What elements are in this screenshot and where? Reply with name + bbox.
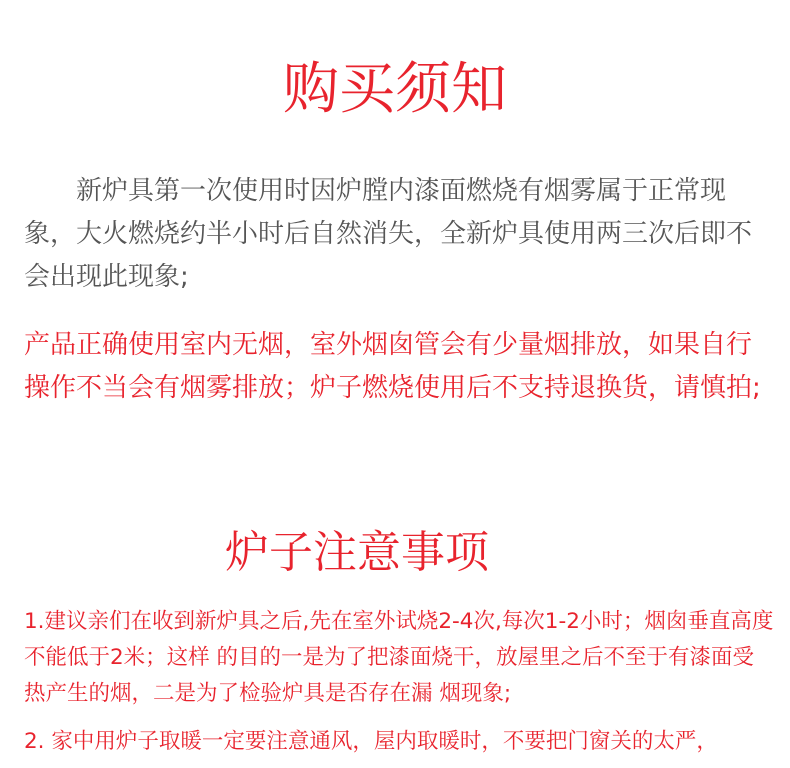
- stove-note-item: 2. 家中用炉子取暖一定要注意通风，屋内取暖时，不要把门窗关的太严，: [24, 729, 718, 754]
- return-policy-warning: 产品正确使用室内无烟，室外烟囱管会有少量烟排放，如果自行操作不当会有烟雾排放；炉子燃烧使用后不支持退换货，请慎拍;: [24, 330, 761, 403]
- first-use-smoke-paragraph: 新炉具第一次使用时因炉膛内漆面燃烧有烟雾属于正常现象，大火燃烧约半小时后自然消失，全新炉具使用两三次后即不会出现此现象;: [24, 176, 753, 292]
- section-title-stove-notes: 炉子注意事项: [225, 527, 489, 578]
- stove-note-item: 1.建议亲们在收到新炉具之后,先在室外试烧2-4次,每次1-2小时；烟囱垂直高度不能低于2米；这样 的目的一是为了把漆面烧干，放屋里之后不至于有漆面受热产生的烟，二是为了检验炉具是否存在漏 烟现象;: [24, 609, 774, 706]
- page-title: 购买须知: [283, 57, 507, 122]
